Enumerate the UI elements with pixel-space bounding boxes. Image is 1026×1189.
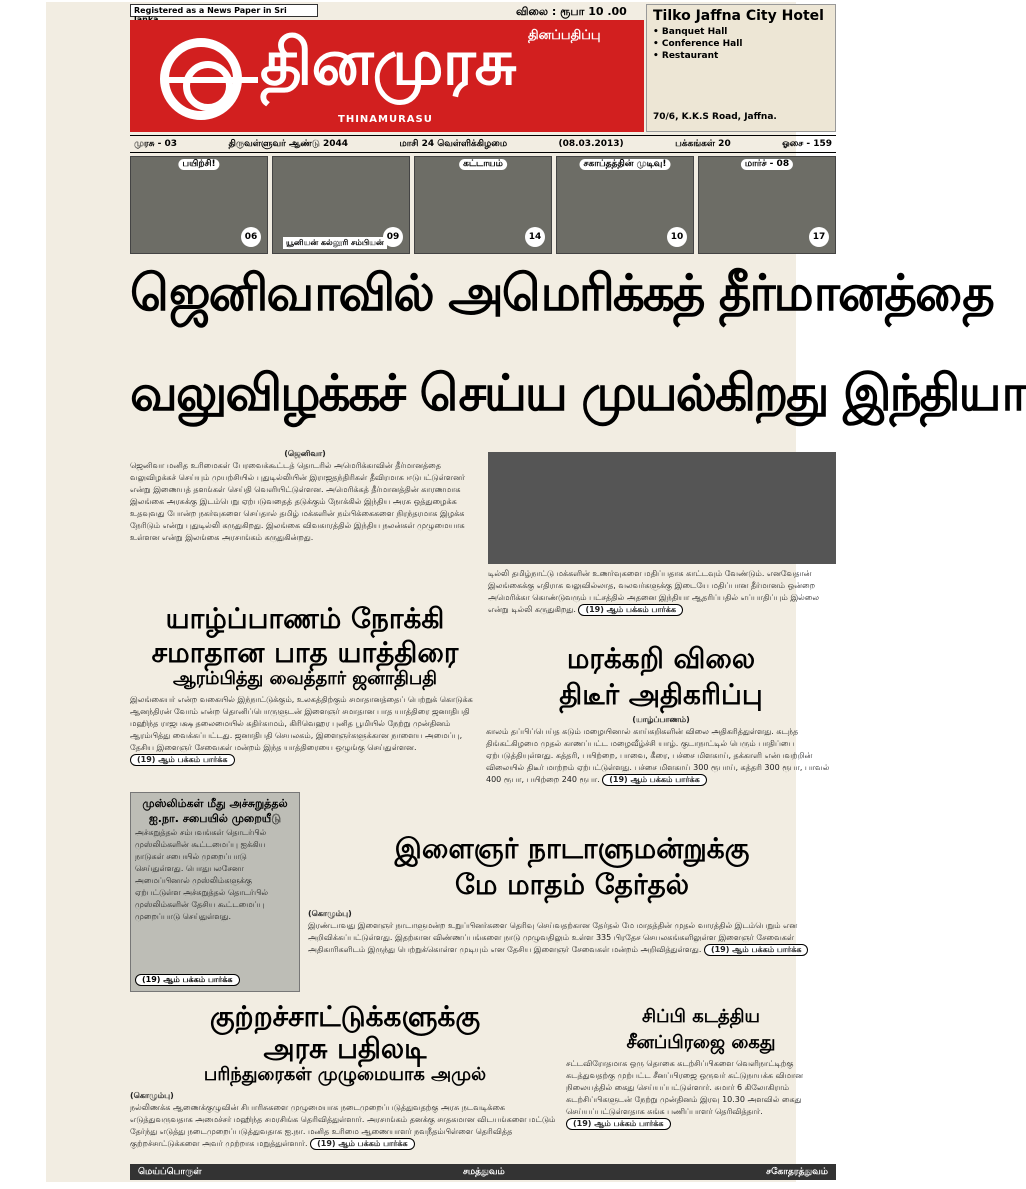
teaser-subcaption: யூனியன் கல்லூரி சம்பியன் (283, 237, 387, 249)
dateline-bar (130, 135, 836, 153)
continued-link[interactable]: (19) ஆம் பக்கம் பார்க்க (602, 774, 707, 786)
masthead (130, 20, 644, 132)
veg-headline2: திடீர் அதிகரிப்பு (559, 678, 763, 711)
jaffna-headline3: ஆரம்பித்து வைத்தார் ஜனாதிபதி (172, 668, 438, 689)
main-headline-line1: ஜெனிவாவில் அமெரிக்கத் தீர்மானத்தை (130, 264, 993, 322)
teaser-photo[interactable] (414, 156, 552, 254)
footer-center: சமத்துவம் (462, 1166, 505, 1177)
jaffna-headline2: சமாதான பாத யாத்திரை (151, 636, 459, 669)
hotel-address: 70/6, K.K.S Road, Jaffna. (653, 112, 777, 122)
newspaper-page (46, 2, 1026, 1182)
sippi-headline2: சீனப்பிரஜை கைது (626, 1032, 776, 1053)
main-dateline: (ஜெனிவா) (284, 449, 326, 458)
sippi-headline1: சிப்பி கடத்திய (642, 1006, 760, 1027)
edition-tagline: தினப்பதிப்பு (528, 28, 601, 43)
un-complaint-box (130, 792, 300, 992)
jaffna-body: இலங்கையர் என்ற வகையில் இந்நாட்டுக்கும், உலகத்திற்கும் சமாதானத்தைப் பெற்றுக் கொடுக்க ஆனந்திரன் வோம் என்ற தொனிப்பொருளுடன் இளைஞர் சமாதான பாத யாத்திரை ஜனாதிபதி மஹிந்த ராஜபக்ஷ தலைமையில் கதிர்காமம், கிரிவெஹர புனித பூமியில் நேற்று முன்தினம் ஆரம்பித்து வைக்கப்பட்டது. ஜனாதிபதி செயலகம், இளைஞர்களுக்கான நாளைய அமைப்பு, தேசிய இளைஞர் சேவைகள் மன்றம் இந்த யாத்திரையை ஒழுங்கு செய்துள்ளன. (19) ஆம் பக்கம் பார்க்க (130, 695, 473, 764)
hotel-feature: • Restaurant (653, 51, 719, 61)
youth-headline1: இளைஞர் நாடாளுமன்றுக்கு (394, 832, 750, 865)
masthead-english: THINAMURASU (338, 114, 433, 125)
teaser-photo[interactable] (130, 156, 268, 254)
youth-dateline: (கொழும்பு) (308, 909, 352, 918)
masthead-title: தினமுரசு (260, 26, 516, 100)
teaser-page: 06 (241, 227, 261, 247)
veg-headline1: மரக்கறி விலை (566, 642, 756, 675)
issue-number: ஓசை - 159 (782, 138, 832, 149)
jaffna-headline1: யாழ்ப்பாணம் நோக்கி (165, 602, 445, 635)
teaser-page: 14 (525, 227, 545, 247)
teaser-page: 09 (383, 227, 403, 247)
charges-headline1: குற்றச்சாட்டுக்களுக்கு (209, 1000, 481, 1033)
day-label: மாசி 24 வெள்ளிக்கிழமை (399, 138, 508, 149)
continued-link[interactable]: (19) ஆம் பக்கம் பார்க்க (566, 1118, 671, 1130)
hotel-title: Tilko Jaffna City Hotel (653, 8, 824, 24)
un-body: அச்சுறுத்தல் சம்பவங்கள் தொடர்பில் முஸ்லிம்களின் கூட்டமைப்பு ஐக்கிய நாடுகள் சபையில் முறைப்பாடு செய்துள்ளது. பொதுபலசேனா அமைப்பினால் முஸ்லிம்களுக்கு ஏற்பட்டுள்ள அச்சுறுத்தல் தொடர்பில் முஸ்லிம்களின் தேசிய கூட்டமைப்பு முறைப்பாடு செய்துள்ளது. (135, 828, 269, 921)
teaser-page: 10 (667, 227, 687, 247)
hotel-feature: • Conference Hall (653, 39, 743, 49)
youth-body: (கொழும்பு) இரண்டாவது இளைஞர் நாடாளுமன்ற உறுப்பினர்களை தெரிவு செய்வதற்கான தேர்தல் மே மாதத்தின் முதல் வாரத்தில் இடம்பெறும் என அறிவிக்கப்பட்டுள்ளது. இதற்கான விண்ணப்பங்களை நாடு முழுவதிலும் உள்ள 335 பிரதேச செயலகங்களிலுள்ள இளைஞர் சேவைகள் அதிகாரிகளிடம் இருந்து பெற்றுக்கொள்ள முடியும் என தேசிய இளைஞர் சேவைகள் மன்றம் அறிவித்துள்ளது. (19) ஆம் பக்கம் பார்க்க (308, 908, 836, 996)
main-story-photo (488, 452, 836, 564)
continued-link[interactable]: (19) ஆம் பக்கம் பார்க்க (578, 604, 683, 616)
teaser-photo[interactable] (556, 156, 694, 254)
un-headline1: முஸ்லிம்கள் மீது அச்சுறுத்தல் (142, 797, 288, 810)
youth-headline2: மே மாதம் தேர்தல் (454, 868, 690, 901)
teaser-photo[interactable] (272, 156, 410, 254)
continued-link[interactable]: (19) ஆம் பக்கம் பார்க்க (130, 754, 235, 766)
registration-notice: Registered as a News Paper in Sri (130, 4, 318, 17)
hotel-advert (646, 4, 836, 132)
main-story-body (130, 448, 480, 598)
veg-dateline: (யாழ்ப்பாணம்) (632, 715, 690, 724)
date-label: (08.03.2013) (558, 139, 624, 149)
continued-link[interactable]: (19) ஆம் பக்கம் பார்க்க (135, 974, 240, 986)
page-count: பக்கங்கள் 20 (675, 138, 731, 149)
charges-body: (கொழும்பு) நல்லிணக்க ஆணைக்குழுவின் சிபாரிசுகளை முழுமையாக நடைமுறைப்படுத்துவதற்கு அரசு நடவடிக்கை எடுத்துவருவதாக அமைச்சர் மஹிந்த சமரசிங்க தெரிவித்துள்ளார். அரசாங்கம் தனக்கு சாதகமான விடயங்களை மட்டும் தேர்ந்து எடுத்து நடைமுறைப்படுத்துவதாக ஐ.நா. மனித உரிமை ஆணையாளர் நவநீதம்பிள்ளை தெரிவித்த குற்றச்சாட்டுக்களை அவர் முற்றாக மறுத்துள்ளார். (19) ஆம் பக்கம் பார்க்க (130, 1090, 560, 1160)
teaser-strip (130, 156, 836, 254)
charges-headline2: அரசு பதிலடி (263, 1032, 427, 1065)
footer-strip (130, 1164, 836, 1180)
arrow-icon (168, 77, 258, 83)
sippi-body: சட்டவிரோதமாக ஒரு தொகை கடற்சிப்பிகளை வெளிநாட்டிற்கு கடத்துவதற்கு முற்பட்ட சீனப்பிரஜை ஒருவர் கட்டுநாயக்க விமான நிலையத்தில் கைது செய்யப்பட்டுள்ளார். சுமார் 6 கிலோகிராம் கடற்சிப்பிகளுடன் நேற்று முன்தினம் இரவு 10.30 அளவில் கைது செய்யப்பட்டுள்ளதாக சுங்க பணிப்பாளர் தெரிவித்தார். (19) ஆம் பக்கம் பார்க்க (566, 1059, 804, 1128)
teaser-caption: மார்ச் - 08 (741, 159, 793, 170)
hotel-features (653, 26, 829, 62)
tamil-year: திருவள்ளுவர் ஆண்டு 2044 (228, 138, 349, 149)
continued-link[interactable]: (19) ஆம் பக்கம் பார்க்க (310, 1138, 415, 1150)
un-headline2: ஐ.நா. சபையில் முறையீடு (148, 812, 282, 825)
footer-right: சகோதரத்துவம் (766, 1166, 828, 1177)
main-story-right: டில்லி தமிழ்நாட்டு மக்களின் உணர்வுகளை மதிப்பதாக காட்டவும் வேண்டும். எனவேதான் இலங்கைக்கு எதிராக வலுவில்லாத, வலவர்களுக்கு இடையே மதிப்பான தீர்மானம் ஒன்றை அமெரிக்கா கொண்டுவரும் பட்சத்தில் அதனை இந்தியா ஆதரிப்பதில் எப்பாதிப்பும் இல்லை என்று டில்லி கருதுகிறது. (19) ஆம் பக்கம் பார்க்க (488, 569, 820, 614)
teaser-caption: சகாப்தத்தின் முடிவு! (580, 159, 671, 170)
main-text: ஜெனிவா மனித உரிமைகள் பேரவைக்கூட்டத் தொடரில் அமெரிக்காவின் தீர்மானத்தை வலுவிழக்கச் செய்யும் முயற்சியில் புதுடில்லியின் இராஜதந்திரிகள் தீவிரமாக ஈடுபட்டுள்ளனர் என்று இணையத் தளங்கள் செய்தி வெளியிட்டுள்ளன. அமெரிக்கத் தீர்மானத்தின் காரணமாக இலங்கை அரசுக்கு இடம்பெறு ஏற்படுவதைத் தடுக்கும் நோக்கில் இந்திய அரசு ஒத்துழைக்க உதவுவது போன்ற நகர்வுகளை செய்தால் தமிழ் மக்களின் நம்பிக்கைகளை நிரந்தரமாக இழக்க நேரிடும் என்று புதுடில்லி கருதுகிறது. இலங்கை விவகாரத்தில் இந்திய நலன்கள் முழுமையாக உள்ளன என்று இலங்கை அரசாங்கம் கருதுகின்றது. (130, 461, 466, 542)
veg-body: (யாழ்ப்பாணம்) காலம் தப்பிப்பெய்த கடும் மழையினால் காய்கறிகளின் விலை அதிகரித்துள்ளது. கடந்த திங்கட்கிழமை முதல் காணப்பட்ட மழைவீழ்ச்சி யாழ். குடாநாட்டில் பெரும் பாதிப்பை ஏற்படுத்தியுள்ளது. கத்தரி, பயிற்றை, பாவை, கீரை, பச்சை மிளகாய், தக்காளி என்பவற்றின் விலையில் திடீர் மாற்றம் ஏற்பட்டுள்ளது. பச்சை மிளகாய் 300 ரூபாய், கத்தரி 300 ரூபா, பாவல் 400 ரூபா, பயிற்றை 240 ரூபா. (19) ஆம் பக்கம் பார்க்க (486, 714, 836, 822)
charges-headline3: பரிந்துரைகள் முழுமையாக அமுல் (203, 1064, 487, 1085)
volume: முரசு - 03 (134, 138, 178, 149)
teaser-caption: பயிற்சி! (178, 159, 219, 170)
teaser-page: 17 (809, 227, 829, 247)
charges-dateline: (கொழும்பு) (130, 1091, 174, 1100)
teaser-photo[interactable] (698, 156, 836, 254)
footer-left: மெய்ப்பொருள் (138, 1166, 202, 1177)
price-label: விலை : ரூபா 10 .00 (516, 5, 627, 18)
continued-link[interactable]: (19) ஆம் பக்கம் பார்க்க (704, 944, 809, 956)
main-headline-line2: வலுவிழக்கச் செய்ய முயல்கிறது இந்தியா (130, 364, 1026, 422)
hotel-feature: • Banquet Hall (653, 27, 728, 37)
teaser-caption: கட்டாயம் (459, 159, 507, 170)
